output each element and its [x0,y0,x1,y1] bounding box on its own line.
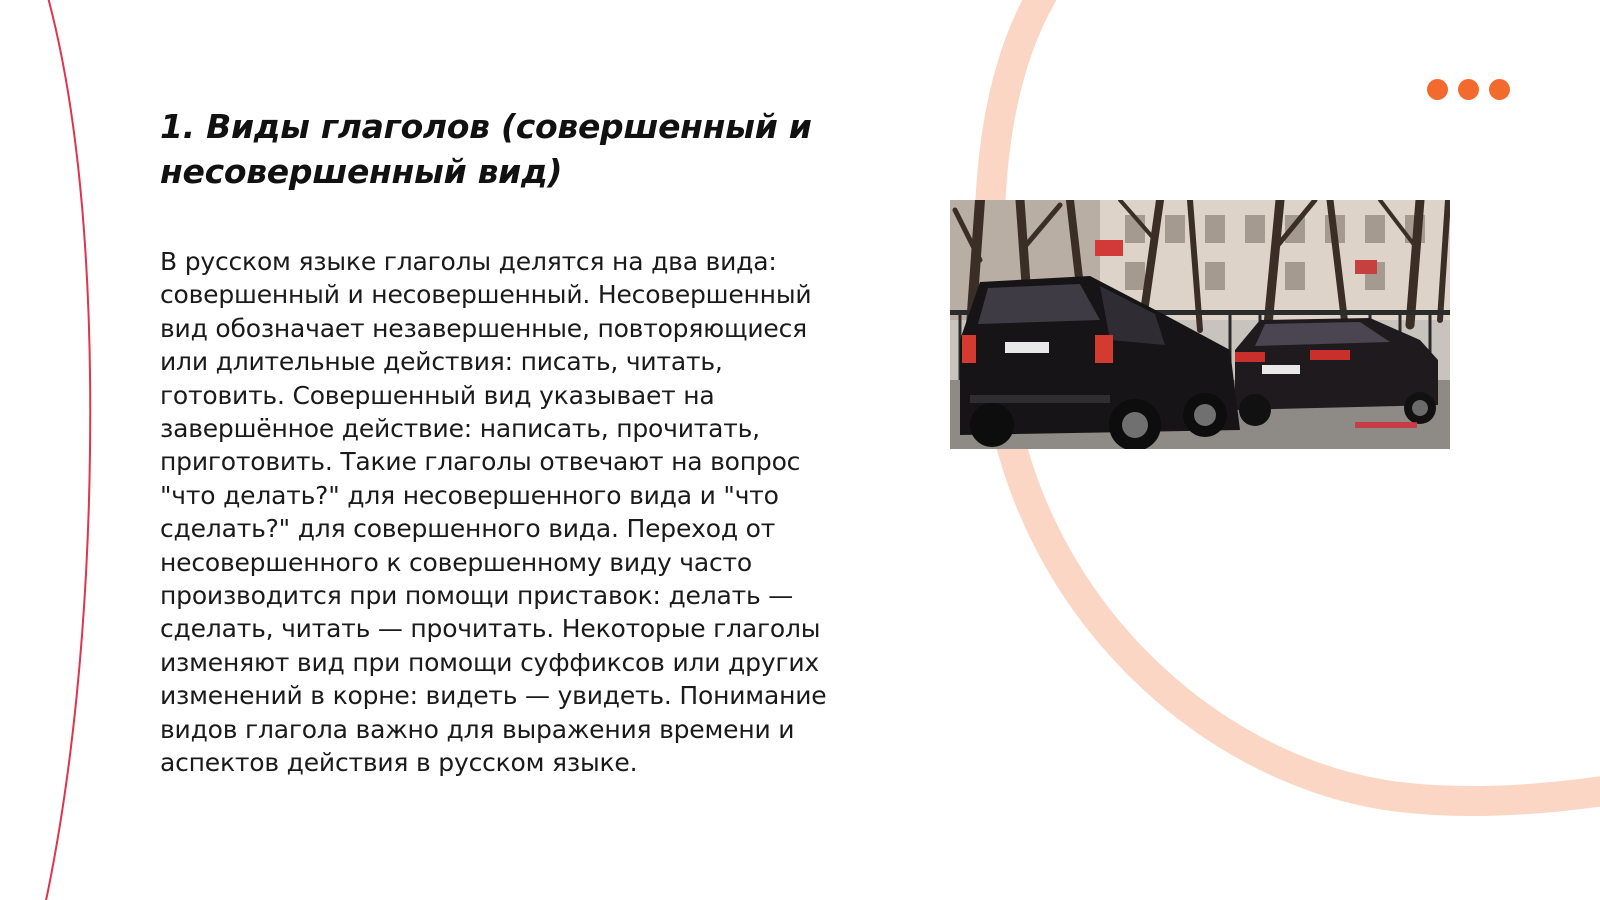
cars-photo [950,200,1450,449]
dot-icon [1458,79,1479,100]
slide-title: 1. Виды глаголов (совершенный и несовершенный вид) [160,107,812,191]
dot-icon [1427,79,1448,100]
decorative-red-curve [44,0,90,900]
photo-two-black-cars-street-icon [950,200,1450,449]
slide-body-text: В русском языке глаголы делятся на два вида: совершенный и несовершенный. Несовершенный вид обозначает незавершенные, повторяющиеся или длительные действия: писать, читать, готовить. Совершенный вид указывает на завершённое действие: написать, прочитать, приготовить. Такие глаголы отвечают на вопрос "что делать?" для несовершенного вида и "что сделать?" для совершенного вида. Переход от несовершенного к совершенному виду часто производится при помощи приставок: делать — сделать, читать — прочитать. Некоторые глаголы изменяют вид при помощи суффиксов или других изменений в корне: видеть — увидеть. Понимание видов глагола важно для выражения времени и аспектов действия в русском языке. [160,247,827,778]
menu-dots [1427,79,1510,100]
dot-icon [1489,79,1510,100]
